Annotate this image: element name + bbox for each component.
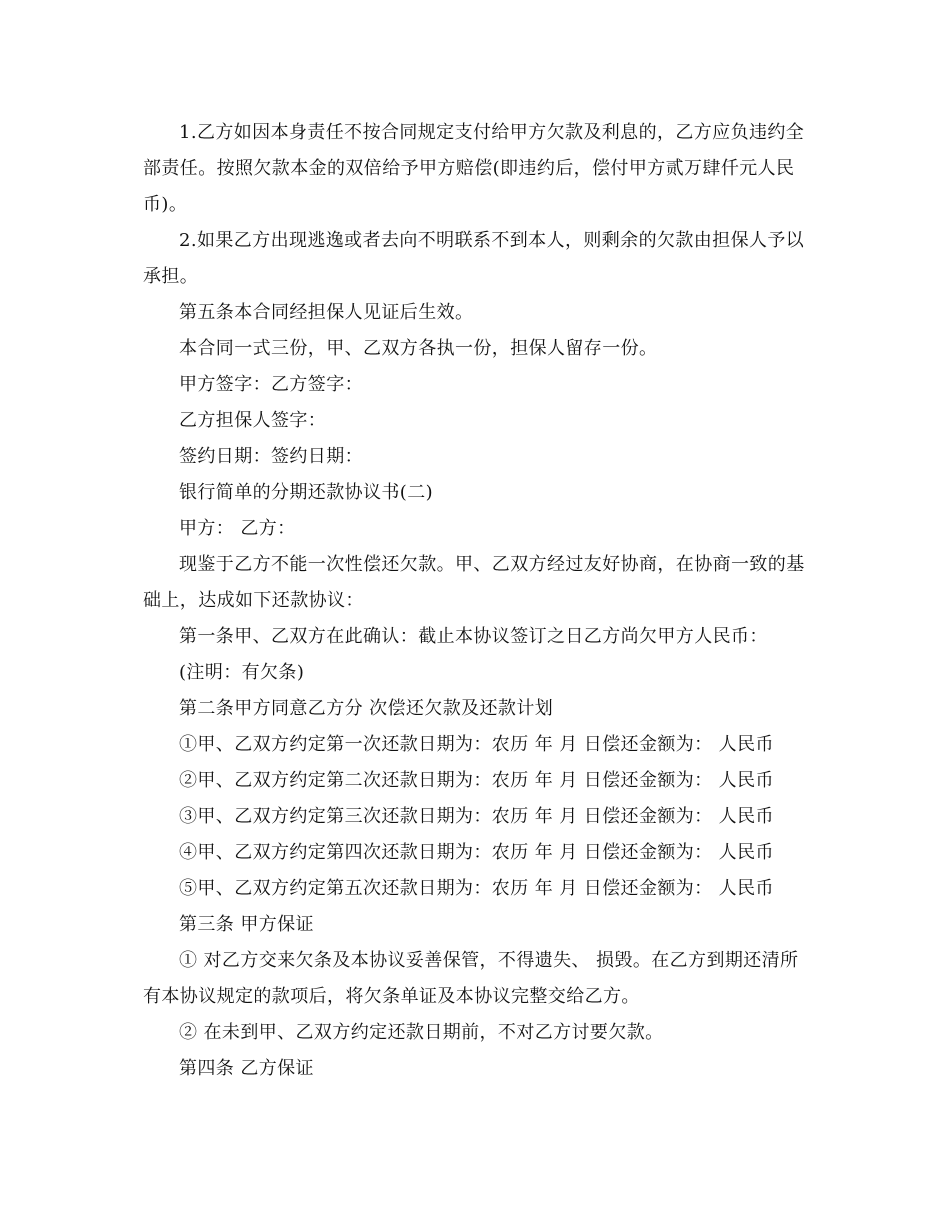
paragraph-guarantee-1: ① 对乙方交来欠条及本协议妥善保管，不得遗失、 损毁。在乙方到期还清所有本协议规定的款项后，将欠条单证及本协议完整交给乙方。 [143,950,799,1007]
paragraph-copies: 本合同一式三份，甲、乙双方各执一份，担保人留存一份。 [179,338,658,359]
repayment-item-3: ③甲、乙双方约定第三次还款日期为：农历 年 月 日偿还金额为： 人民币 [179,806,774,827]
paragraph-article-1: 第一条甲、乙双方在此确认：截止本协议签订之日乙方尚欠甲方人民币： [179,626,768,647]
signature-line-guarantor: 乙方担保人签字： [179,410,327,431]
parties-line: 甲方： 乙方： [179,518,296,539]
repayment-item-5: ⑤甲、乙双方约定第五次还款日期为：农历 年 月 日偿还金额为： 人民币 [179,878,774,899]
paragraph-guarantee-2: ② 在未到甲、乙双方约定还款日期前，不对乙方讨要欠款。 [179,1022,664,1043]
paragraph-clause-1: 1.乙方如因本身责任不按合同规定支付给甲方欠款及利息的，乙方应负违约全部责任。按照欠款本金的双倍给予甲方赔偿(即违约后，偿付甲方贰万肆仟元人民币)。 [143,122,805,215]
repayment-item-4: ④甲、乙双方约定第四次还款日期为：农历 年 月 日偿还金额为： 人民币 [179,842,774,863]
paragraph-note: (注明：有欠条) [179,662,305,683]
signing-date-line: 签约日期：签约日期： [179,446,363,467]
paragraph-article-3-heading: 第三条 甲方保证 [179,914,314,935]
repayment-item-2: ②甲、乙双方约定第二次还款日期为：农历 年 月 日偿还金额为： 人民币 [179,770,774,791]
repayment-item-1: ①甲、乙双方约定第一次还款日期为：农历 年 月 日偿还金额为： 人民币 [179,734,774,755]
agreement-title-2: 银行简单的分期还款协议书(二) [179,482,434,503]
paragraph-article-4-heading: 第四条 乙方保证 [179,1058,314,1079]
paragraph-article-2: 第二条甲方同意乙方分 次偿还欠款及还款计划 [179,698,554,719]
document-body [143,115,807,1087]
paragraph-clause-2: 2.如果乙方出现逃逸或者去向不明联系不到本人，则剩余的欠款由担保人予以承担。 [143,230,805,287]
paragraph-preamble: 现鉴于乙方不能一次性偿还欠款。甲、乙双方经过友好协商，在协商一致的基础上，达成如下还款协议： [143,554,805,611]
signature-line-parties: 甲方签字：乙方签字： [179,374,363,395]
paragraph-article-5: 第五条本合同经担保人见证后生效。 [179,302,474,323]
